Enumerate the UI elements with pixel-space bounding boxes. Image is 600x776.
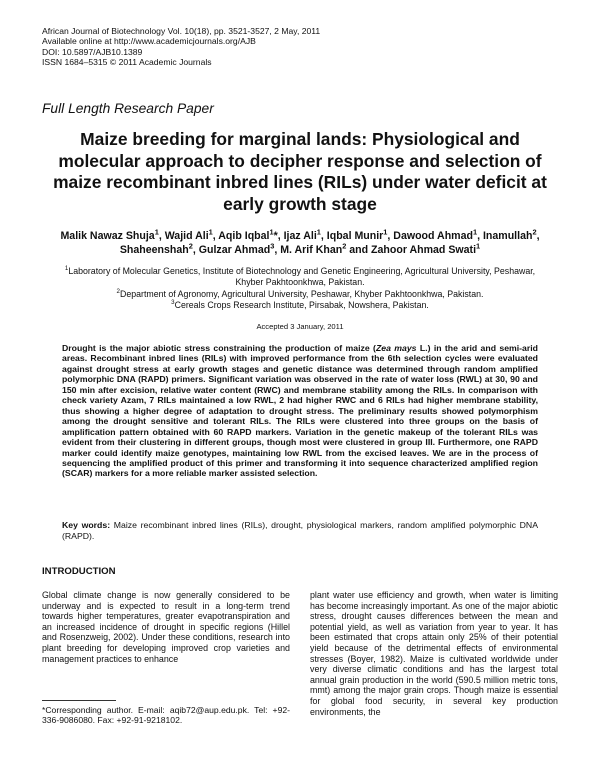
author-affil-mark: 1 [476,241,481,251]
author-affil-mark: 1 [269,227,274,237]
author-affil-mark: 1 [208,227,213,237]
keywords-label: Key words: [62,520,111,530]
section-heading-introduction: INTRODUCTION [42,566,116,577]
affiliation-text: Laboratory of Molecular Genetics, Institute of Biotechnology and Genetic Engineering, Agricultural University, Peshawar, Khyber Pakhtoonkhwa, Pakistan. [68,266,536,288]
author-name: , Wajid Ali [158,230,209,242]
affiliations [60,266,540,312]
author-name: , Shaheenshah [119,230,540,256]
affiliation-text: Cereals Crops Research Institute, Pirsabak, Nowshera, Pakistan. [174,300,429,311]
journal-citation: African Journal of Biotechnology Vol. 10(18), pp. 3521-3527, 2 May, 2011 [42,26,321,36]
author-name: , Dawood Ahmad [387,230,473,242]
author-affil-mark: 2 [532,227,537,237]
author-affil-mark: 1 [383,227,388,237]
keywords [62,520,538,541]
abstract-species: Zea mays [375,343,417,353]
author-name: , Iqbal Munir [320,230,384,242]
affiliation-number: 2 [116,287,120,295]
affiliation-number: 3 [171,299,175,307]
introduction-left-column: Global climate change is now generally considered to be underway and is expected to result in a long-term trend towards higher temperatures, greater evapotranspiration and an increased incidence of drought in specific regions (Hillel and Rosenzweig, 2002). Under these conditions, research into plant breeding for developing improved crop varieties and management practices to enhance [42,590,290,664]
author-list [56,229,544,257]
author-affil-mark: 1 [472,227,478,237]
affiliation-3 [60,300,540,311]
keywords-text: Maize recombinant inbred lines (RILs), drought, physiological markers, random amplified polymorphic DNA (RAPD). [62,520,538,541]
author-affil-mark: 2 [342,241,347,251]
doi: DOI: 10.5897/AJB10.1389 [42,46,143,57]
abstract-text-continued: L.) in the arid and semi-arid areas. Recombinant inbred lines (RILs) with improved performance from the 6th selection cycles were evaluated against drought stress at early growth stages and genetic distance was determined through random amplified polymorphic DNA (RAPD) primers. Significant variation was observed in the rate of water loss (RWL) at 30, 90 and 150 min after excision, relative water content (RWC) and membrane stability among the RILs. In comparison with check variety Azam, 7 RILs maintained a low RWL, 2 had higher RWC and 6 RILs had higher membrane stability, thus showing a higher degree of adaptation to drought stress. The preliminary results showed polymorphism among the drought sensitive and tolerant RILs. The RILs were clustered into three groups on the basis of amplification pattern obtained with 60 RAPD markers. Variation in the genetic makeup of the tolerant RILs was evident from their clustering in different groups, though most were clustered in group III. Furthermore, one RAPD marker could identify maize genotypes, maintaining low RWL from the excised leaves. We are in the process of sequencing the amplified product of this primer and transforming it into sequence characterized amplified region (SCAR) markers for a more reliable marker assisted selection. [62,343,538,479]
affiliation-number: 1 [64,265,69,273]
author-name: , Aqib Iqbal [212,230,270,242]
journal-url: Available online at http://www.academicjournals.org/AJB [42,36,256,47]
author-name: , Inamullah [477,230,533,242]
author-name: , M. Arif Khan [274,244,343,256]
abstract-text: Drought is the major abiotic stress constraining the production of maize ( [62,343,376,353]
author-affil-mark: 3 [270,241,275,251]
affiliation-text: Department of Agronomy, Agricultural University, Peshawar, Khyber Pakhtoonkhwa, Pakistan. [119,288,484,299]
paper-type: Full Length Research Paper [42,101,214,116]
author-name: and Zahoor Ahmad Swati [346,244,477,256]
affiliation-1 [60,266,540,289]
issn: ISSN 1684–5315 © 2011 Academic Journals [42,57,212,68]
author-name: *, Ijaz Ali [273,230,317,242]
author-affil-mark: 2 [188,241,193,251]
paper-title: Maize breeding for marginal lands: Physiological and molecular approach to decipher response and selection of maize recombinant inbred lines (RILs) under water deficit at early growth stage [53,129,547,214]
accepted-date: Accepted 3 January, 2011 [256,322,344,331]
footnote-divider [42,700,116,701]
introduction-right-column: plant water use efficiency and growth, when water is limiting has become increasingly important. As one of the major abiotic stress, drought causes differences between the mean and potential yield, as well as variation from year to year. It has been estimated that crops attain only 25% of their potential yield because of the detrimental effects of environmental stresses (Boyer, 1982). Maize is cultivated worldwide under very diverse climatic conditions and has the largest total annual grain production in the world (590.5 million metric tons, mmt) among the major grain crops. Though maize is essential for global food security, in several key production environments, the [310,590,558,717]
author-affil-mark: 1 [316,227,321,237]
corresponding-author-footnote: *Corresponding author. E-mail: aqib72@aup.edu.pk. Tel: +92-336-9086080. Fax: +92-91-9218102. [42,705,290,726]
affiliation-2 [60,289,540,300]
author-name: , Gulzar Ahmad [192,244,271,256]
journal-header [42,26,320,68]
author-affil-mark: 1 [154,227,159,237]
abstract [62,343,538,479]
author-name: Malik Nawaz Shuja [60,230,155,242]
